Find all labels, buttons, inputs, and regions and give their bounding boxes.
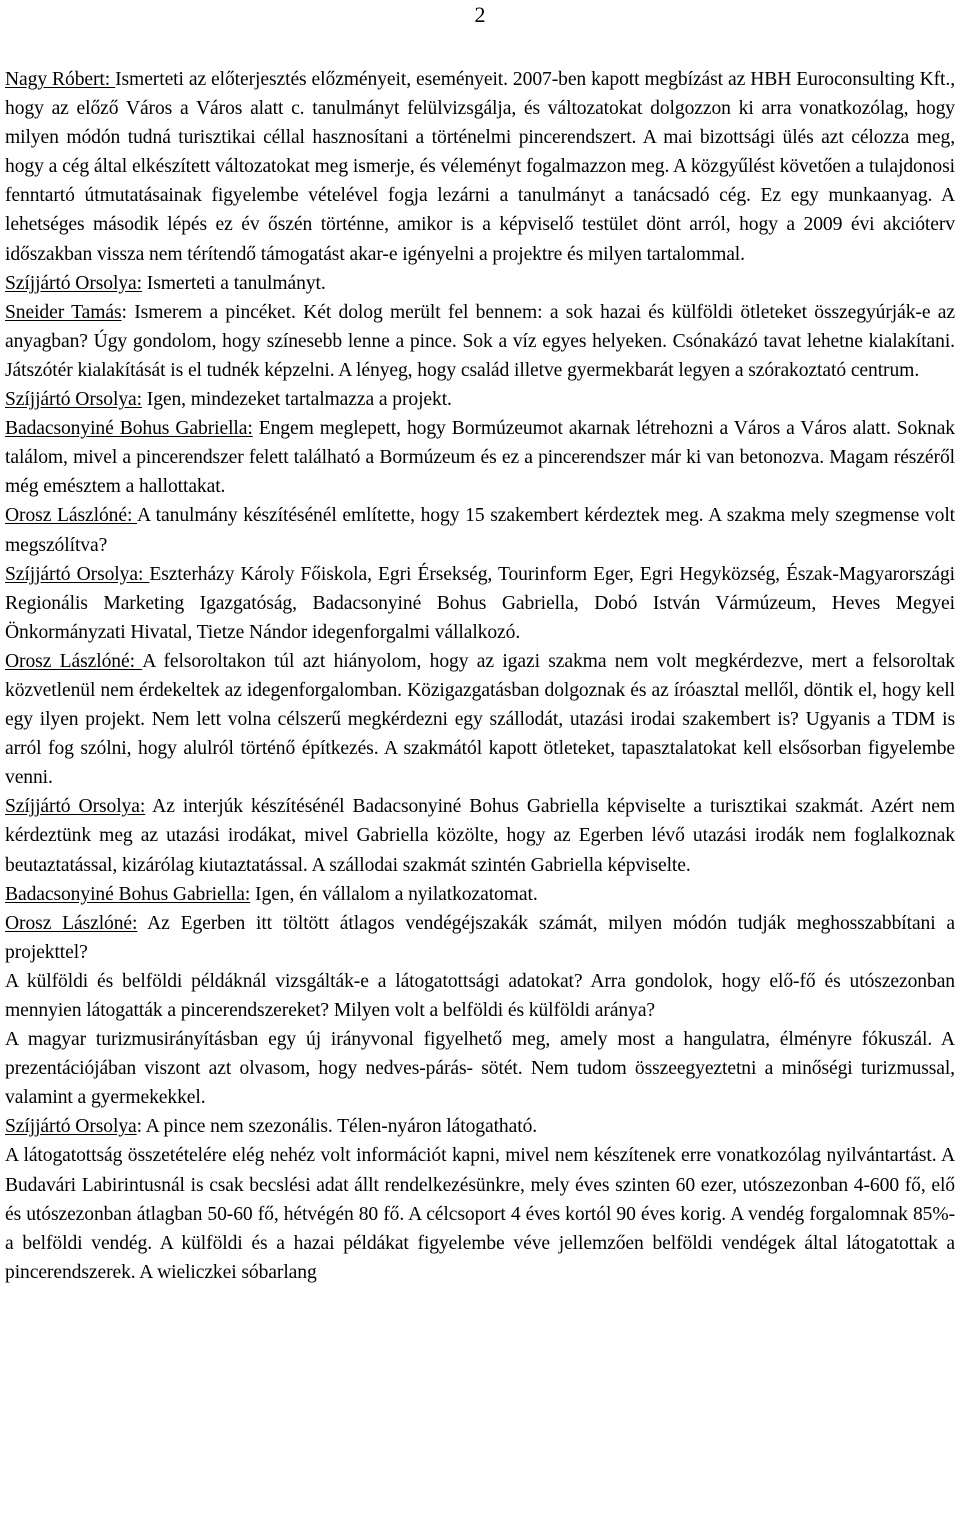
speaker-name: Orosz Lászlóné: bbox=[5, 650, 143, 672]
paragraph bbox=[5, 909, 955, 967]
paragraph-text: Igen, mindezeket tartalmazza a projekt. bbox=[141, 389, 452, 411]
paragraph-text: Engem meglepett, hogy Bormúzeumot akarnak létrehozni a Város a Város alatt. Soknak találom, mivel a pincerendszer felett található a Bormúzeum és ez a pincerendszer már ki van betonozva. Magam részéről még emésztem a hallottakat. bbox=[5, 418, 955, 498]
paragraph-text: A felsoroltakon túl azt hiányolom, hogy az igazi szakma nem volt megkérdezve, mert a felsoroltak közvetlenül nem érdekeltek az idegenforgalomban. Közigazgatásban dolgoznak és az íróasztal mellől, döntik el, hogy kell egy ilyen projekt. Nem lett volna célszerű megkérdezni egy szállodát, utazási irodai szakembert is? Ugyanis a TDM is arról fog szólni, hogy alulról történő építkezés. A szakmától kapott ötleteket, tapasztalatokat kell elsősorban figyelembe venni. bbox=[5, 650, 955, 789]
page-number: 2 bbox=[474, 2, 486, 27]
paragraph bbox=[5, 414, 955, 501]
paragraph bbox=[5, 385, 955, 414]
document-body bbox=[5, 65, 955, 1287]
paragraph bbox=[5, 1112, 955, 1141]
speaker-name: Orosz Lászlóné: bbox=[5, 505, 137, 527]
paragraph-text: Az interjúk készítésénél Badacsonyiné Bohus Gabriella képviselte a turisztikai szakmát. Azért nem kérdeztünk meg az utazási irodákat, mivel Gabriella közölte, hogy az Egerben lévő utazási irodák nem foglalkoznak beutaztatással, kizárólag kiutaztatással. A szállodai szakmát szintén Gabriella képviselte. bbox=[5, 796, 955, 876]
speaker-name: Orosz Lászlóné: bbox=[5, 912, 138, 934]
paragraph-text: A látogatottság összetételére elég nehéz volt információt kapni, mivel nem készítenek erre vonatkozólag nyilvántartást. A Budavári Labirintusnál is csak becslési adat állt rendelkezésünkre, mely éves szinten 60 ezer, utószezonban 4-600 fő, elő és utószezonban átlagban 50-60 fő, hétvégén 80 fő. A célcsoport 4 éves kortól 90 éves korig. A vendég forgalomnak 85%-a belföldi vendég. A külföldi és a hazai példákat figyelembe véve jellemzően belföldi vendégek által látogatottak a pincerendszerek. A wieliczkei sóbarlang bbox=[5, 1145, 955, 1283]
paragraph bbox=[5, 1025, 955, 1112]
speaker-name: Szíjjártó Orsolya: bbox=[5, 563, 150, 585]
speaker-name: Badacsonyiné Bohus Gabriella: bbox=[5, 418, 253, 440]
speaker-name: Szíjjártó Orsolya bbox=[5, 1116, 137, 1138]
speaker-name: Szíjjártó Orsolya: bbox=[5, 796, 146, 818]
paragraph bbox=[5, 65, 955, 269]
speaker-name: Sneider Tamás bbox=[5, 301, 122, 323]
paragraph-text: Igen, én vállalom a nyilatkozatomat. bbox=[250, 883, 538, 905]
speaker-name: Nagy Róbert: bbox=[5, 69, 116, 90]
paragraph bbox=[5, 792, 955, 879]
paragraph-text: Ismerteti a tanulmányt. bbox=[141, 272, 326, 294]
paragraph bbox=[5, 298, 955, 385]
paragraph bbox=[5, 880, 955, 909]
speaker-name: Badacsonyiné Bohus Gabriella: bbox=[5, 883, 251, 905]
paragraph bbox=[5, 1141, 955, 1286]
paragraph-text: A tanulmány készítésénél említette, hogy 15 szakembert kérdeztek meg. A szakma mely szegmense volt megszólítva? bbox=[5, 505, 956, 556]
paragraph bbox=[5, 967, 955, 1025]
paragraph-text: Az Egerben itt töltött átlagos vendégéjszakák számát, milyen módón tudják meghosszabbítani a projekttel? bbox=[5, 912, 956, 963]
paragraph bbox=[5, 269, 955, 298]
paragraph-text: : Ismerem a pincéket. Két dolog merült fel bennem: a sok hazai és külföldi ötleteket összegyúrják-e az anyagban? Úgy gondolom, hogy színesebb lenne a pince. Sok a víz egyes helyeken. Csónakázó tavat lehetne kialakítani. Játszótér kialakítását is el tudnék képzelni. A lényeg, hogy család illetve gyermekbarát legyen a szórakoztató centrum. bbox=[5, 301, 955, 381]
paragraph bbox=[5, 501, 955, 559]
paragraph bbox=[5, 560, 955, 647]
paragraph bbox=[5, 647, 955, 792]
paragraph-text: : A pince nem szezonális. Télen-nyáron látogatható. bbox=[136, 1116, 538, 1138]
speaker-name: Szíjjártó Orsolya: bbox=[5, 272, 142, 294]
paragraph-text: A külföldi és belföldi példáknál vizsgálták-e a látogatottsági adatokat? Arra gondolok, hogy elő-fő és utószezonban mennyien látogatták a pincerendszereket? Milyen volt a belföldi és külföldi aránya? bbox=[5, 970, 955, 1021]
speaker-name: Szíjjártó Orsolya: bbox=[5, 389, 142, 411]
paragraph-text: Ismerteti az előterjesztés előzményeit, eseményeit. 2007-ben kapott megbízást az HBH Euroconsulting Kft., hogy az előző Város a Város alatt c. tanulmányt felülvizsgálja, és változatokat dolgozzon ki arra vonatkozólag, hogy milyen módón tudná turisztikai céllal hasznosítani a történelmi pincerendszert. A mai bizottsági ülés azt célozza meg, hogy a cég által elkészített változatokat meg ismerje, és véleményt fogalmazzon meg. A közgyűlést követően a tulajdonosi fenntartó útmutatásainak figyelembe vételével fogja lezárni a tanulmányt a tanácsadó cég. Ez egy munkaanyag. A lehetséges második lépés ez év őszén történne, amikor is a képviselő testület dönt arról, hogy a 2009 évi akcióterv időszakban vissza nem térítendő támogatást akar-e igényelni a projektre és milyen tartalommal. bbox=[5, 69, 955, 265]
paragraph-text: A magyar turizmusirányításban egy új irányvonal figyelhető meg, amely most a hangulatra, élményre fókuszál. A prezentációjában viszont azt olvasom, hogy nedves-párás- sötét. Nem tudom összeegyeztetni a minőségi turizmussal, valamint a gyermekekkel. bbox=[5, 1029, 955, 1109]
paragraph-text: Eszterházy Károly Főiskola, Egri Érsekség, Tourinform Eger, Egri Hegyközség, Észak-Magyarországi Regionális Marketing Igazgatóság, Badacsonyiné Bohus Gabriella, Dobó István Vármúzeum, Heves Megyei Önkormányzati Hivatal, Tietze Nándor idegenforgalmi vállalkozó. bbox=[5, 563, 955, 643]
